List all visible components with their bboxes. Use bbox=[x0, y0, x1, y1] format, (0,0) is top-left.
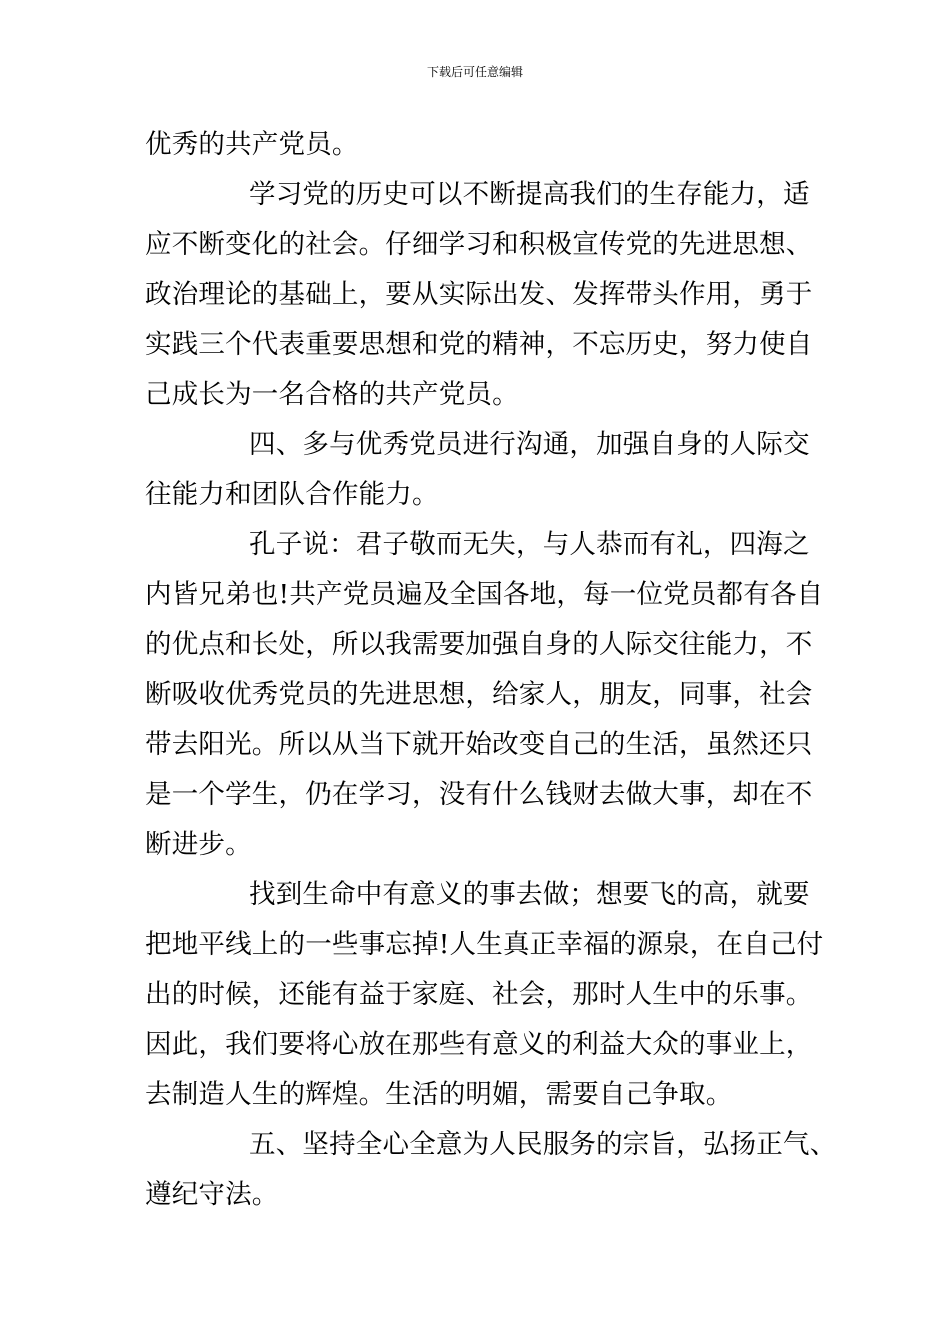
text-line: 政治理论的基础上，要从实际出发、发挥带头作用，勇于 bbox=[145, 279, 813, 310]
document-body bbox=[145, 120, 837, 1220]
text-line: 把地平线上的一些事忘掉!人生真正幸福的源泉，在自己付 bbox=[145, 929, 824, 960]
text-line: 找到生命中有意义的事去做；想要飞的高，就要 bbox=[249, 879, 810, 910]
text-line: 断进步。 bbox=[145, 829, 252, 860]
text-line: 己成长为一名合格的共产党员。 bbox=[145, 379, 519, 410]
text-line: 五、坚持全心全意为人民服务的宗旨，弘扬正气、 bbox=[249, 1129, 837, 1160]
text-line: 优秀的共产党员。 bbox=[145, 129, 359, 160]
page-header: 下载后可任意编辑 bbox=[426, 65, 523, 79]
paragraph bbox=[145, 420, 815, 520]
text-line: 往能力和团队合作能力。 bbox=[145, 479, 439, 510]
paragraph bbox=[145, 1120, 837, 1220]
text-line: 因此，我们要将心放在那些有意义的利益大众的事业上， bbox=[145, 1029, 813, 1060]
text-line: 内皆兄弟也!共产党员遍及全国各地，每一位党员都有各自 bbox=[145, 579, 824, 610]
text-line: 带去阳光。所以从当下就开始改变自己的生活，虽然还只 bbox=[145, 729, 813, 760]
text-line: 断吸收优秀党员的先进思想，给家人，朋友，同事，社会 bbox=[145, 679, 813, 710]
text-line: 出的时候，还能有益于家庭、社会，那时人生中的乐事。 bbox=[145, 979, 813, 1010]
paragraph bbox=[145, 870, 824, 1120]
paragraph bbox=[145, 520, 824, 870]
text-line: 去制造人生的辉煌。生活的明媚，需要自己争取。 bbox=[145, 1079, 733, 1110]
text-line: 实践三个代表重要思想和党的精神，不忘历史，努力使自 bbox=[145, 329, 813, 360]
text-line: 是一个学生，仍在学习，没有什么钱财去做大事，却在不 bbox=[145, 779, 813, 810]
text-line: 遵纪守法。 bbox=[145, 1179, 279, 1210]
paragraph bbox=[145, 120, 815, 170]
text-line: 的优点和长处，所以我需要加强自身的人际交往能力，不 bbox=[145, 629, 813, 660]
text-line: 孔子说：君子敬而无失，与人恭而有礼，四海之 bbox=[249, 529, 810, 560]
text-line: 应不断变化的社会。仔细学习和积极宣传党的先进思想、 bbox=[145, 229, 813, 260]
text-line: 学习党的历史可以不断提高我们的生存能力，适 bbox=[249, 179, 810, 210]
text-line: 四、多与优秀党员进行沟通，加强自身的人际交 bbox=[249, 429, 810, 460]
paragraph bbox=[145, 170, 815, 420]
